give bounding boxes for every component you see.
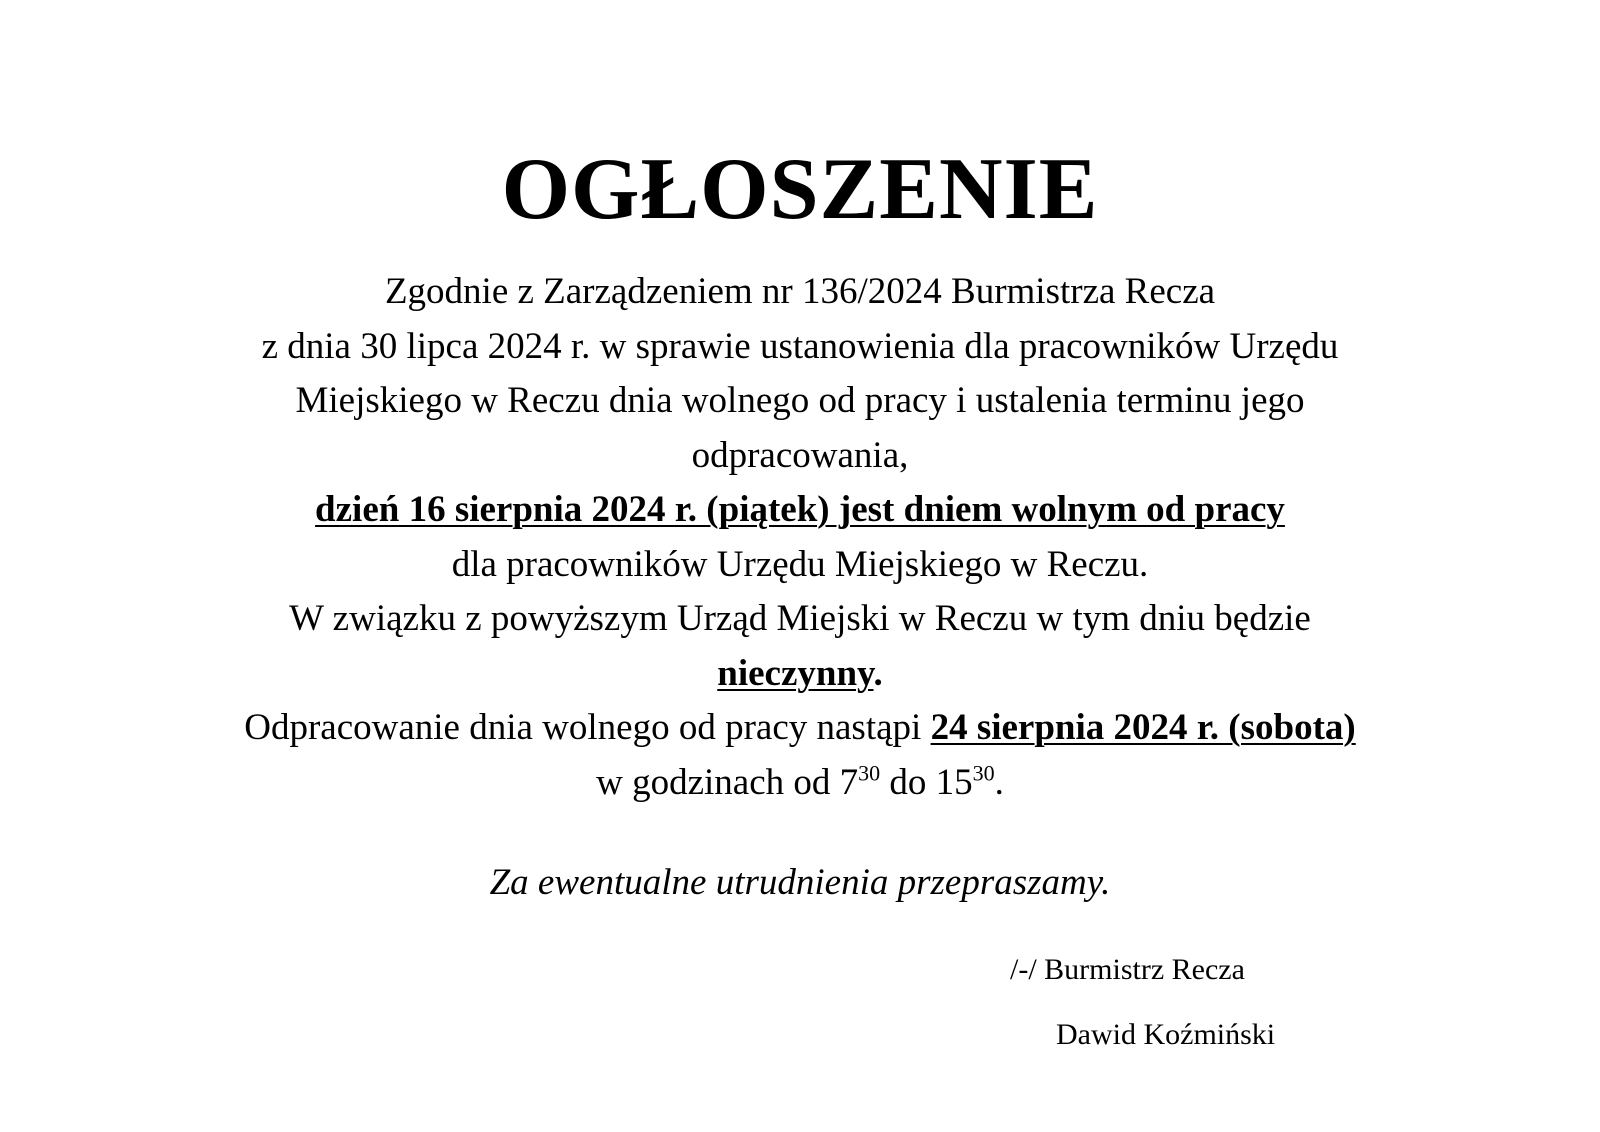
hours-tail: .	[994, 761, 1004, 803]
signature-name: Dawid Koźmiński	[1056, 1018, 1276, 1051]
announcement-title: OGŁOSZENIE	[501, 141, 1099, 238]
hours-end-minutes: 30	[972, 760, 995, 786]
closed-notice-period: .	[873, 652, 883, 694]
makeup-day-date: 24 sierpnia 2024 r. (sobota)	[930, 707, 1356, 748]
signature-title: /-/ Burmistrz Recza	[1010, 953, 1245, 986]
body-line-10	[100, 756, 1500, 811]
hours-prefix: w godzinach od 7	[596, 761, 859, 803]
day-off-notice: dzień 16 sierpnia 2024 r. (piątek) jest dniem wolnym od pracy	[315, 489, 1285, 530]
hours-middle: do 15	[880, 761, 973, 803]
body-line-9	[100, 701, 1500, 756]
hours-start-minutes: 30	[858, 760, 881, 786]
announcement-body	[100, 265, 1500, 810]
body-line-2: z dnia 30 lipca 2024 r. w sprawie ustanowienia dla pracowników Urzędu	[261, 325, 1339, 367]
body-line-3: Miejskiego w Reczu dnia wolnego od pracy i ustalenia terminu jego	[295, 380, 1305, 421]
body-line-4: odpracowania,	[691, 434, 909, 476]
body-line-7: W związku z powyższym Urząd Miejski w Reczu w tym dniu będzie	[289, 598, 1311, 639]
body-line-1: Zgodnie z Zarządzeniem nr 136/2024 Burmistrza Recza	[384, 271, 1216, 312]
closed-notice: nieczynny	[717, 652, 874, 694]
apology-text: Za ewentualne utrudnienia przepraszamy.	[489, 862, 1111, 903]
body-line-6: dla pracowników Urzędu Miejskiego w Reczu.	[451, 543, 1149, 585]
makeup-day-prefix: Odpracowanie dnia wolnego od pracy nastąpi	[244, 707, 931, 748]
body-line-8	[100, 647, 1500, 702]
